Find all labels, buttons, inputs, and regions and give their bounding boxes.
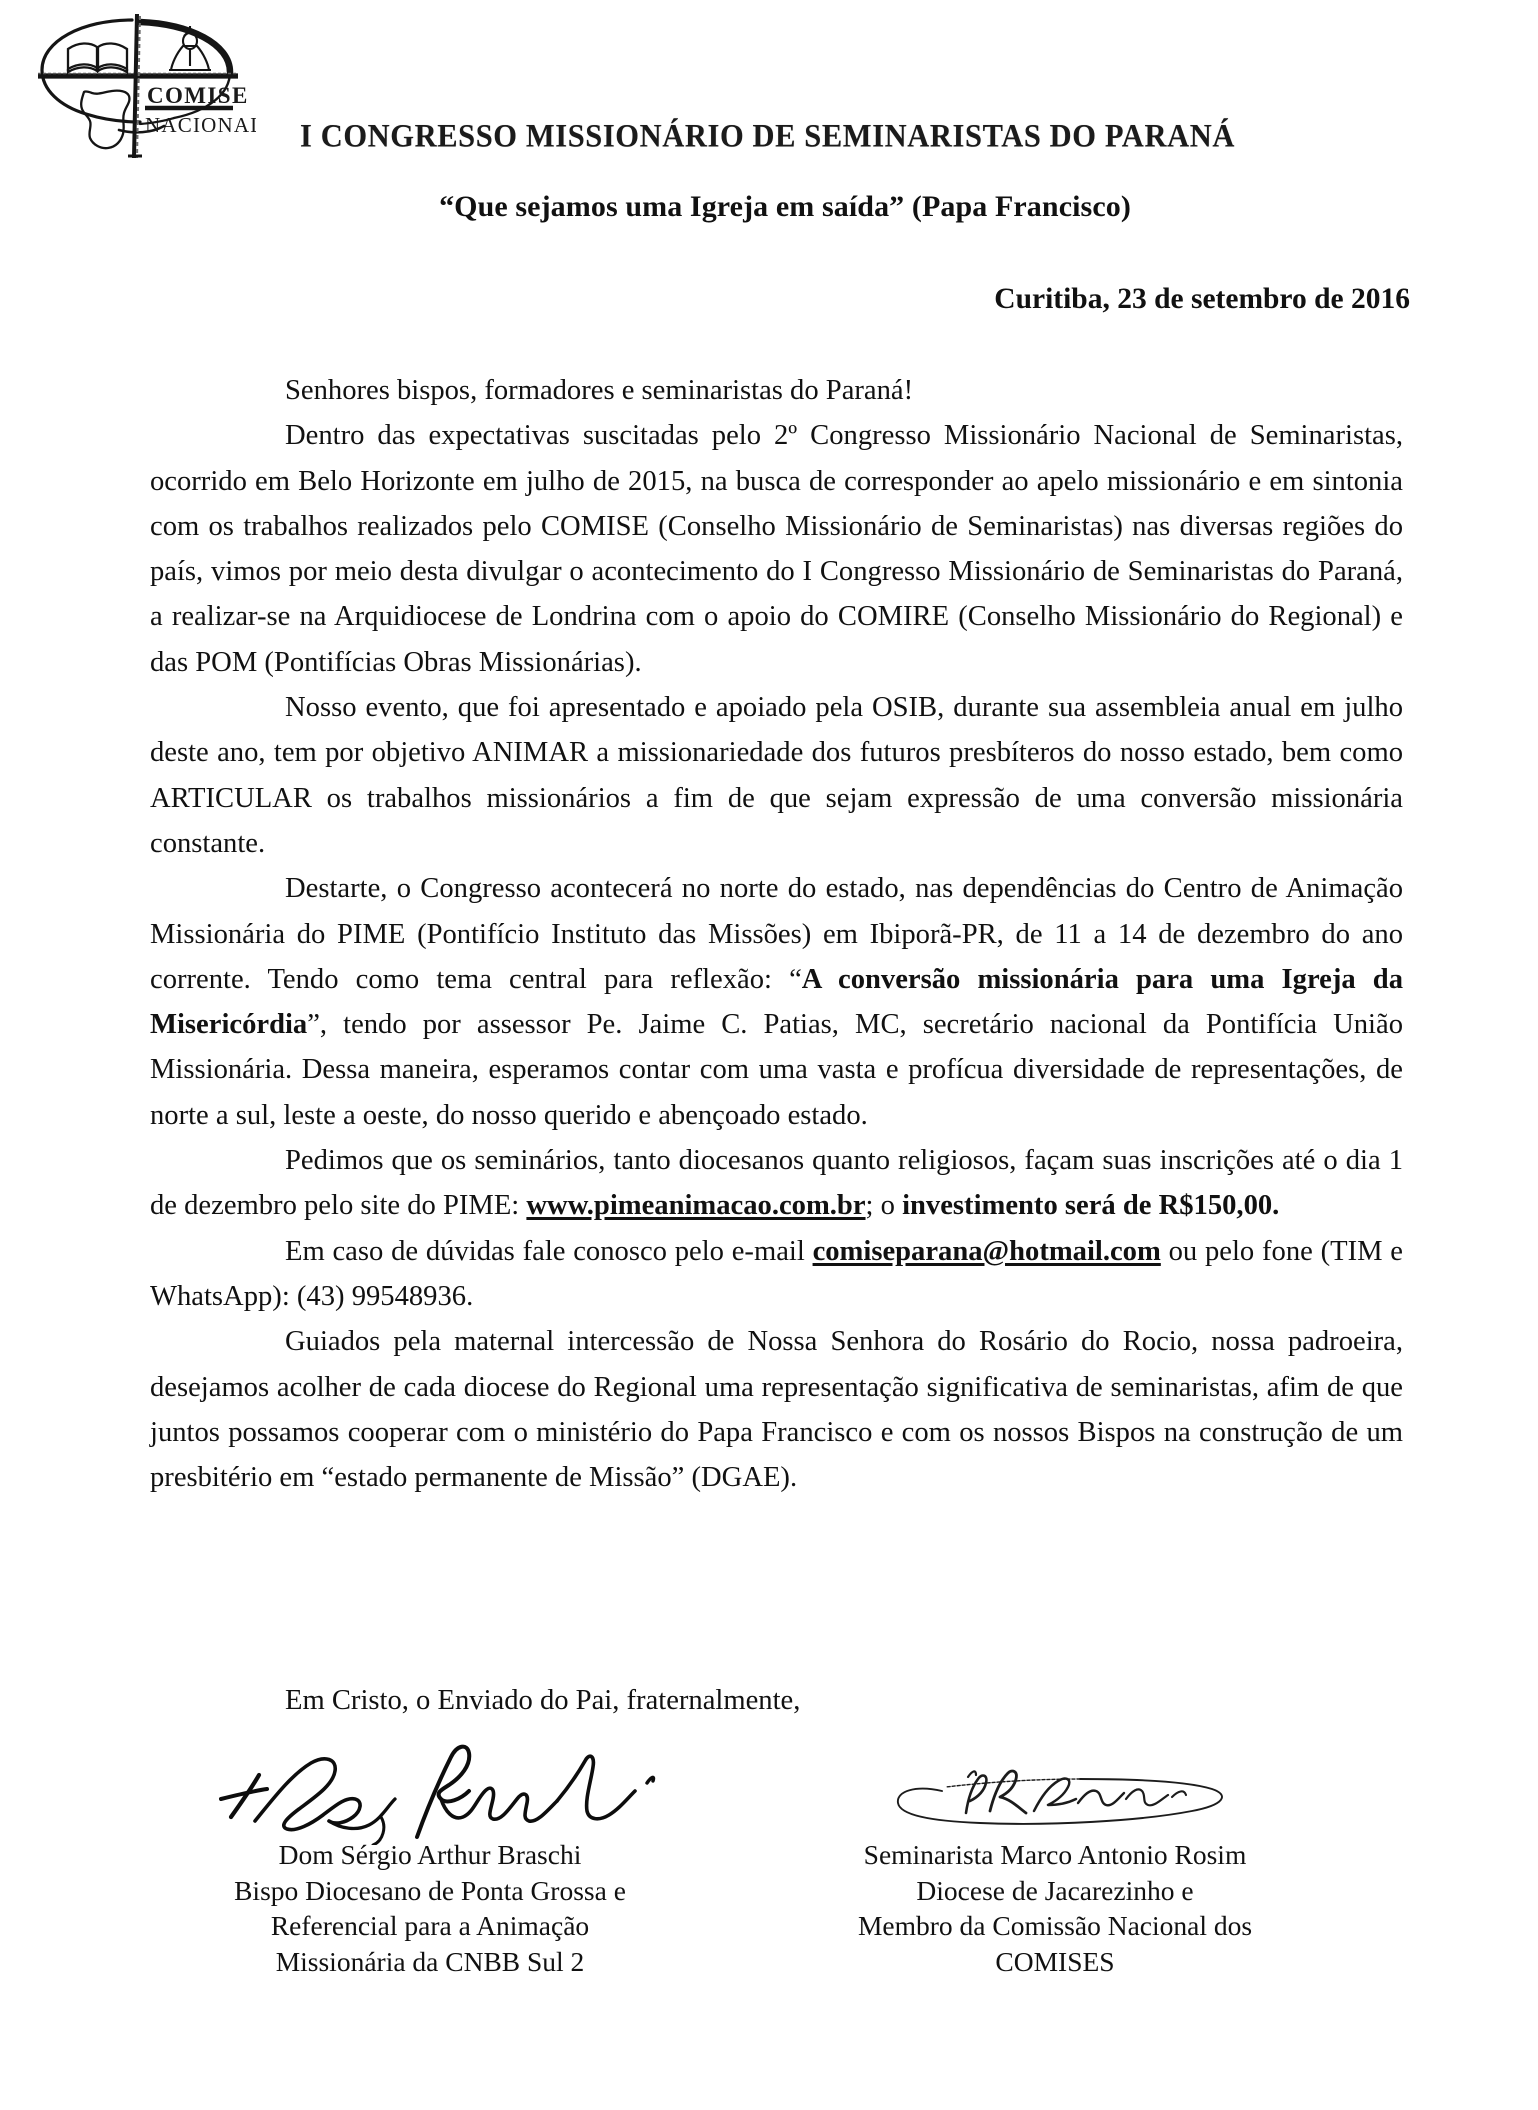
comise-nacional-logo xyxy=(24,8,256,168)
dateline: Curitiba, 23 de setembro de 2016 xyxy=(994,283,1410,315)
paragraph-2 xyxy=(150,685,1403,866)
paragraph-1 xyxy=(150,413,1403,685)
signature-area xyxy=(150,1725,1403,2065)
paragraph-3-text-b: ”, tendo por assessor Pe. Jaime C. Patias, MC, secretário nacional da Pontifícia União Missionária. Dessa maneira, esperamos contar com uma vasta e profícua diversidade de representações, de norte a sul, leste a oeste, do nosso querido e abençoado estado. xyxy=(150,1009,1403,1131)
investment-amount-bold: investimento será de R$150,00. xyxy=(902,1190,1280,1222)
document-title: I CONGRESSO MISSIONÁRIO DE SEMINARISTAS DO PARANÁ xyxy=(300,118,1235,155)
letter-body xyxy=(150,368,1403,1500)
signature-block-left xyxy=(150,1725,710,1979)
subtitle-quote: “Que sejamos uma Igreja em saída” (Papa Francisco) xyxy=(439,190,1131,223)
paragraph-5-text-b: ou pelo fone (TIM e WhatsApp): (43) 99548936. xyxy=(150,1235,1404,1312)
closing-line: Em Cristo, o Enviado do Pai, fraternalmente, xyxy=(285,1685,801,1716)
signer-role-line-1: Bispo Diocesano de Ponta Grossa e xyxy=(234,1874,626,1906)
book-icon xyxy=(68,43,127,72)
paragraph-5-text-a: Em caso de dúvidas fale conosco pelo e-mail xyxy=(285,1235,813,1267)
letterhead xyxy=(0,0,1538,175)
paragraph-3-text-a: Destarte, o Congresso acontecerá no norte do estado, nas dependências do Centro de Animação Missionária do PIME (Pontifício Instituto das Missões) em Ibiporã-PR, de 11 a 14 de dezembro do ano corrente. Tendo como tema central para reflexão: “ xyxy=(150,873,1403,995)
signer-role-line-3: COMISES xyxy=(995,1945,1115,1977)
paragraph-6-text: Guiados pela maternal intercessão de Nossa Senhora do Rosário do Rocio, nossa padroeira, desejamos acolher de cada diocese do Regional uma representação significativa de seminaristas, afim de que juntos possamos cooperar com o ministério do Papa Francisco e com os nossos Bispos na construção de um presbitério em “estado permanente de Missão” (DGAE). xyxy=(150,1326,1403,1494)
signer-role-line-2: Referencial para a Animação xyxy=(270,1910,590,1941)
paragraph-4-text-a: Pedimos que os seminários, tanto diocesanos quanto religiosos, façam suas inscrições até o dia 1 de dezembro pelo site do PIME: xyxy=(150,1145,1403,1222)
salutation-text: Senhores bispos, formadores e seminaristas do Paraná! xyxy=(285,375,914,406)
handwritten-signature-sergio-braschi xyxy=(150,1725,710,1837)
signature-caption-right xyxy=(775,1837,1335,1979)
congress-theme-bold: A conversão missionária para uma Igreja da Misericórdia xyxy=(150,963,1403,1041)
signer-role-line-2: Membro da Comissão Nacional dos xyxy=(857,1910,1253,1941)
our-lady-figure-icon xyxy=(169,26,211,70)
paragraph-6 xyxy=(150,1319,1403,1500)
signature-caption-left xyxy=(150,1837,710,1979)
paragraph-4 xyxy=(150,1138,1403,1229)
signer-name: Dom Sérgio Arthur Braschi xyxy=(278,1839,582,1870)
paragraph-salutation xyxy=(150,368,1403,413)
logo-text-comise: COMISE xyxy=(147,83,249,108)
paragraph-3 xyxy=(150,866,1403,1138)
paragraph-5 xyxy=(150,1229,1403,1320)
paragraph-4-text-b: ; o xyxy=(865,1190,903,1222)
signature-block-right xyxy=(775,1725,1335,1979)
registration-website-link[interactable]: www.pimeanimacao.com.br xyxy=(526,1190,866,1222)
logo-text-nacional: NACIONAL xyxy=(145,113,256,137)
contact-email-link[interactable]: comiseparana@hotmail.com xyxy=(812,1235,1161,1267)
signer-name: Seminarista Marco Antonio Rosim xyxy=(863,1839,1247,1870)
paragraph-1-text: Dentro das expectativas suscitadas pelo 2º Congresso Missionário Nacional de Seminaristas, ocorrido em Belo Horizonte em julho de 2015, na busca de corresponder ao apelo missionário e em sintonia com os trabalhos realizados pelo COMISE (Conselho Missionário de Seminaristas) nas diversas regiões do país, vimos por meio desta divulgar o acontecimento do I Congresso Missionário de Seminaristas do Paraná, a realizar-se na Arquidiocese de Londrina com o apoio do COMIRE (Conselho Missionário do Regional) e das POM (Pontifícias Obras Missionárias). xyxy=(150,420,1403,678)
signer-role-line-1: Diocese de Jacarezinho e xyxy=(916,1874,1194,1906)
handwritten-signature-marco-rosim xyxy=(775,1725,1335,1837)
paragraph-2-text: Nosso evento, que foi apresentado e apoiado pela OSIB, durante sua assembleia anual em julho deste ano, tem por objetivo ANIMAR a missionariedade dos futuros presbíteros do nosso estado, bem como ARTICULAR os trabalhos missionários a fim de que sejam expressão de uma conversão missionária constante. xyxy=(150,692,1403,859)
signer-role-line-3: Missionária da CNBB Sul 2 xyxy=(275,1945,585,1977)
